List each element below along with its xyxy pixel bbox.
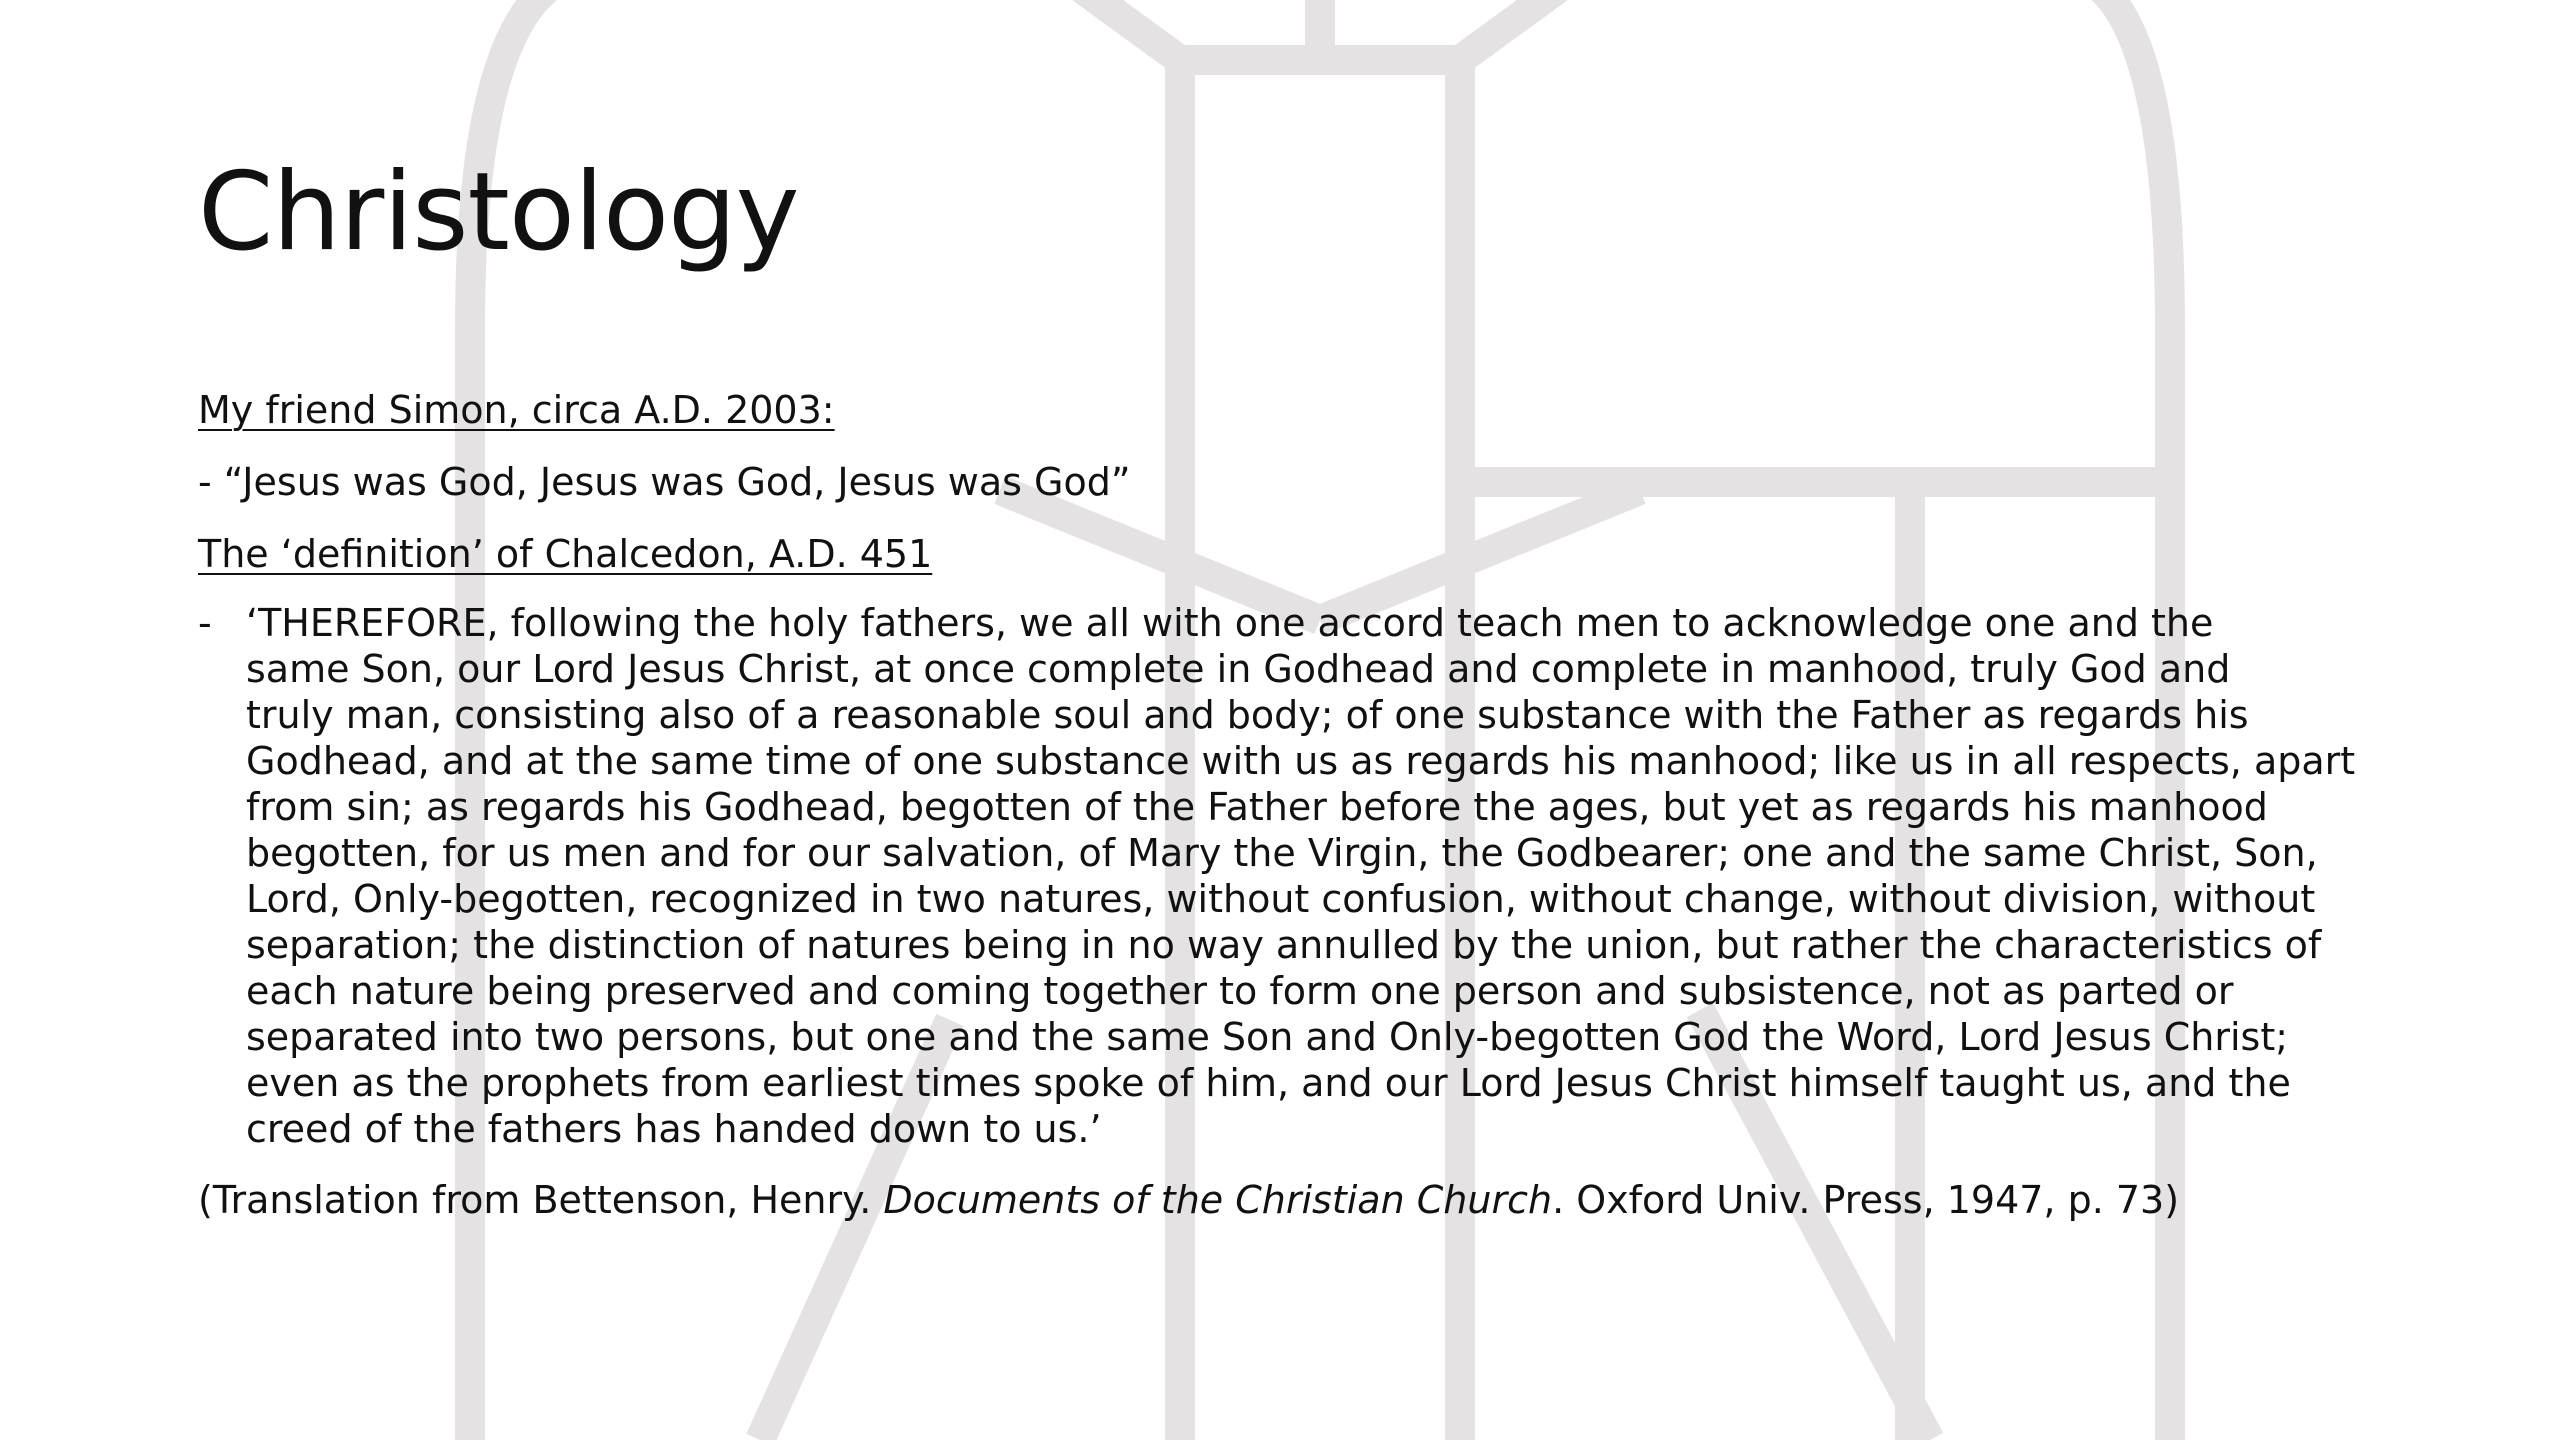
definition-line: separation; the distinction of natures being in no way annulled by the union, but rather the characteristics of [246,923,2322,967]
citation [198,1174,2398,1226]
chalcedon-definition-quote [198,600,2398,1152]
definition-line: separated into two persons, but one and the same Son and Only-begotten God the Word, Lord Jesus Christ; [246,1015,2289,1059]
definition-line: truly man, consisting also of a reasonable soul and body; of one substance with the Father as regards his [246,693,2249,737]
definition-line: each nature being preserved and coming together to form one person and subsistence, not as parted or [246,969,2234,1013]
definition-line: even as the prophets from earliest times spoke of him, and our Lord Jesus Christ himself taught us, and the [246,1061,2291,1105]
definition-line: from sin; as regards his Godhead, begotten of the Father before the ages, but yet as regards his manhood [246,785,2268,829]
slide-title: Christology [198,150,799,275]
definition-line: ‘THEREFORE, following the holy fathers, we all with one accord teach men to acknowledge one and the [246,601,2214,645]
definition-line: Lord, Only-begotten, recognized in two natures, without confusion, without change, without division, without [246,877,2316,921]
bullet-dash: - [198,601,212,645]
citation-suffix: . Oxford Univ. Press, 1947, p. 73) [1552,1178,2180,1222]
definition-line: begotten, for us men and for our salvation, of Mary the Virgin, the Godbearer; one and the same Christ, Son, [246,831,2318,875]
citation-prefix: (Translation from Bettenson, Henry. [198,1178,884,1222]
section-heading-simon: My friend Simon, circa A.D. 2003: [198,388,835,432]
definition-line: same Son, our Lord Jesus Christ, at once complete in Godhead and complete in manhood, truly God and [246,647,2231,691]
definition-text [246,600,2398,1152]
definition-line: creed of the fathers has handed down to us.’ [246,1107,1102,1151]
citation-book-title: Documents of the Christian Church [883,1178,1553,1222]
section-heading-chalcedon: The ‘definition’ of Chalcedon, A.D. 451 [198,532,933,576]
simon-quote: - “Jesus was God, Jesus was God, Jesus was God” [198,460,1131,504]
slide-body [198,384,2398,1226]
definition-line: Godhead, and at the same time of one substance with us as regards his manhood; like us in all respects, apart [246,739,2356,783]
